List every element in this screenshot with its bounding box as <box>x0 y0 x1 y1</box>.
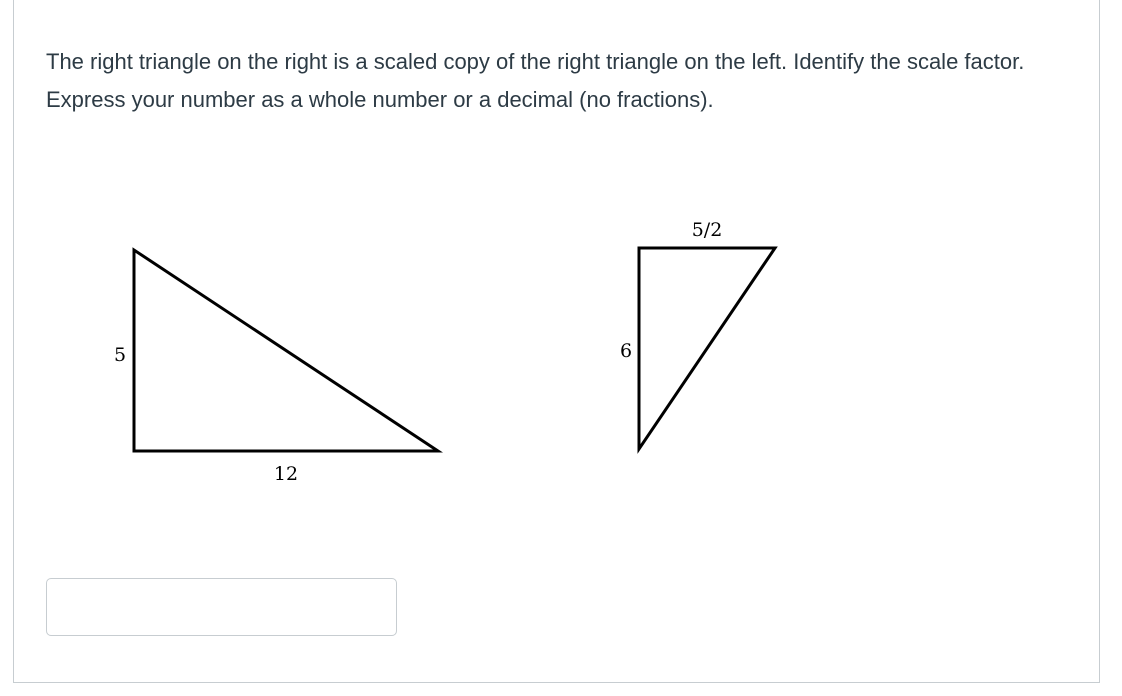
left-triangle <box>134 250 438 451</box>
left-triangle-horizontal-label: 12 <box>273 463 299 485</box>
right-triangle-vertical-label: 6 <box>619 340 633 362</box>
question-text: The right triangle on the right is a scaled copy of the right triangle on the left. Identify the scale factor. Express your number as a whole number or a decimal (no fractions). <box>46 49 1025 112</box>
answer-input[interactable] <box>46 578 397 636</box>
question-panel <box>13 0 1100 683</box>
left-triangle-vertical-label: 5 <box>113 344 127 366</box>
right-triangle <box>639 248 775 449</box>
right-triangle-top-label: 5/2 <box>691 219 723 241</box>
